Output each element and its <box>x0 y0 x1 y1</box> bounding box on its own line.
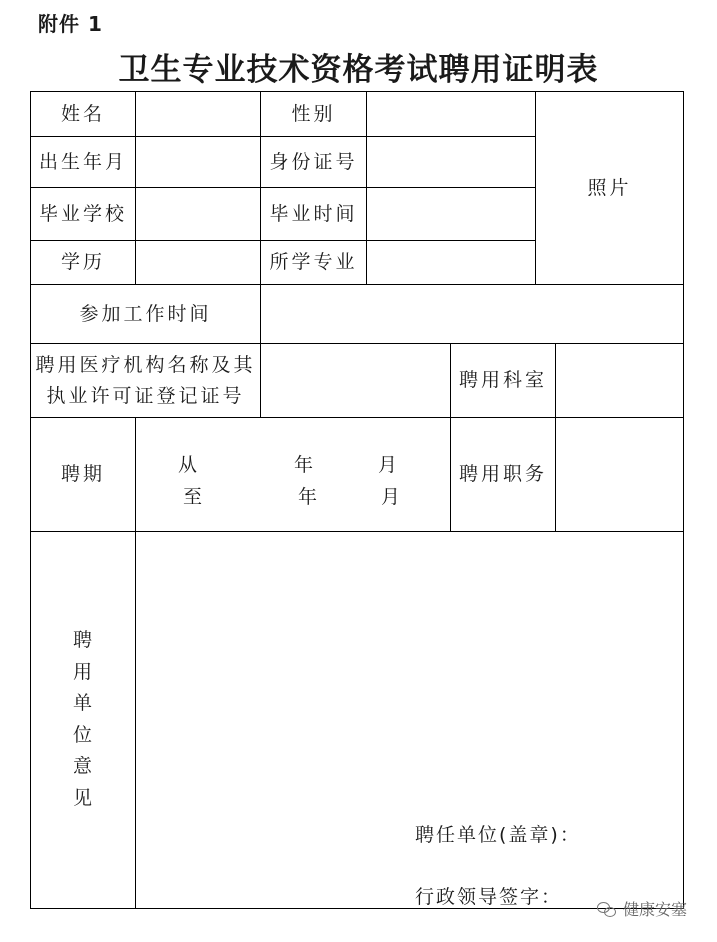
id-number-label: 身份证号 <box>269 150 358 173</box>
photo-label: 照片 <box>587 176 632 199</box>
birth-date-label: 出生年月 <box>38 150 127 173</box>
gender-field[interactable] <box>367 92 535 136</box>
employer-opinion-field[interactable] <box>136 532 683 908</box>
work-start-field[interactable] <box>261 285 683 343</box>
watermark <box>597 897 687 920</box>
department-field[interactable] <box>556 344 683 417</box>
page-title: 卫生专业技术资格考试聘用证明表 <box>118 52 599 88</box>
term-to-label: 至 <box>183 486 206 508</box>
department-label: 聘用科室 <box>458 369 547 392</box>
attachment-label: 附件 1 <box>38 12 103 36</box>
school-field[interactable] <box>136 188 260 240</box>
name-field[interactable] <box>136 92 260 136</box>
employer-opinion-label <box>30 625 135 814</box>
id-number-field[interactable] <box>367 137 535 187</box>
table-border-bottom <box>30 908 684 909</box>
seal-label: 聘任单位(盖章)： <box>415 824 581 846</box>
position-label: 聘用职务 <box>458 463 547 486</box>
employer-label-line2: 执业许可证登记证号 <box>46 384 245 407</box>
opinion-char: 意 <box>72 755 92 777</box>
table-border-right <box>683 91 684 909</box>
watermark-text: 健康安塞 <box>622 900 687 919</box>
work-start-label: 参加工作时间 <box>79 302 212 325</box>
term-from-year-label: 年 <box>294 454 317 476</box>
education-field[interactable] <box>136 241 260 284</box>
opinion-char: 位 <box>72 723 92 746</box>
gender-label: 性别 <box>291 102 336 125</box>
term-from-label: 从 <box>178 454 201 476</box>
opinion-char: 单 <box>72 692 92 714</box>
term-from-month-label: 月 <box>378 454 401 476</box>
opinion-char: 用 <box>72 660 92 683</box>
opinion-char: 见 <box>72 786 92 809</box>
wechat-icon <box>597 901 617 917</box>
education-label: 学历 <box>60 251 105 274</box>
employer-label-line1: 聘用医疗机构名称及其 <box>35 353 256 376</box>
opinion-char: 聘 <box>72 629 92 651</box>
term-label: 聘期 <box>60 463 105 486</box>
employer-field[interactable] <box>261 344 450 417</box>
name-label: 姓名 <box>60 102 105 125</box>
graduation-time-field[interactable] <box>367 188 535 240</box>
school-label: 毕业学校 <box>38 202 127 225</box>
position-field[interactable] <box>556 418 683 531</box>
signature-label: 行政领导签字： <box>415 886 563 908</box>
major-label: 所学专业 <box>269 251 358 274</box>
major-field[interactable] <box>367 241 535 284</box>
employer-label <box>31 344 260 417</box>
photo-area[interactable] <box>536 92 683 284</box>
term-to-year-label: 年 <box>298 486 321 508</box>
birth-date-field[interactable] <box>136 137 260 187</box>
graduation-time-label: 毕业时间 <box>269 202 358 225</box>
term-to-month-label: 月 <box>381 486 404 508</box>
